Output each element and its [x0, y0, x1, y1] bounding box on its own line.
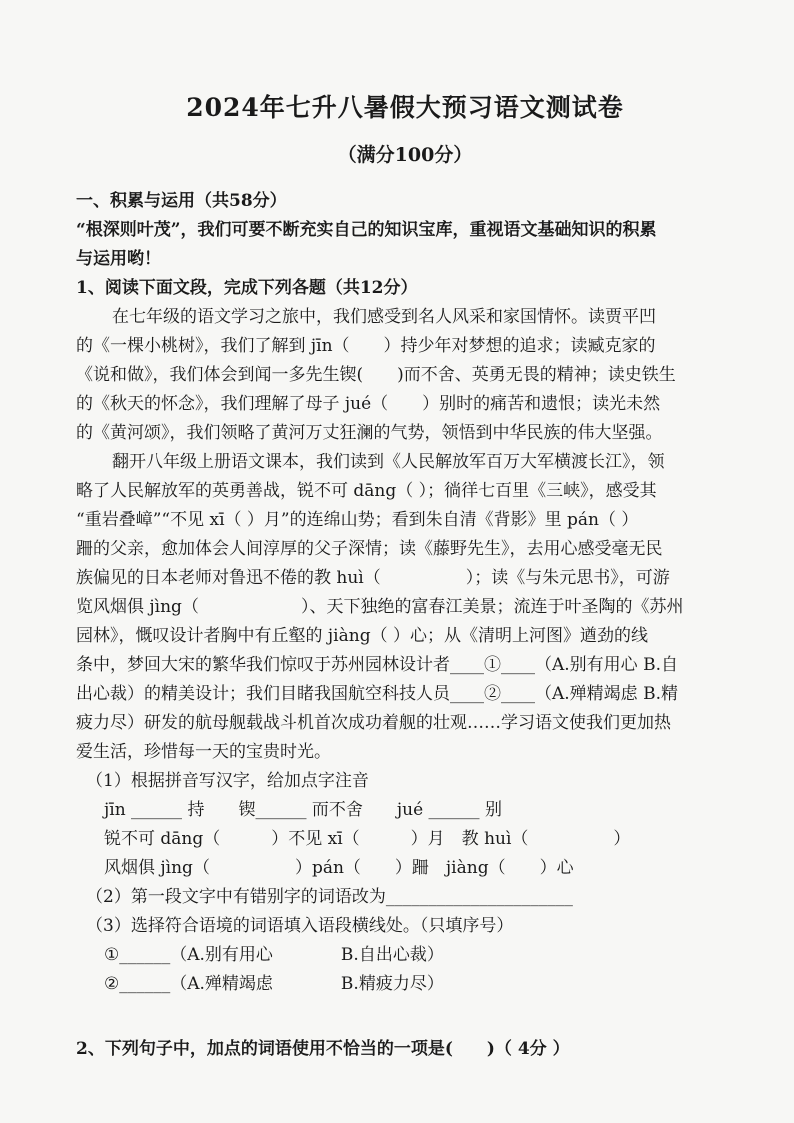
passage-line: 在七年级的语文学习之旅中，我们感受到名人风采和家国情怀。读贾平凹 — [112, 307, 656, 327]
passage-line: 略了人民解放军的英勇善战，锐不可 dāng（ ）；徜徉七百里《三峡》，感受其 — [76, 481, 657, 501]
section1-heading: 一、积累与运用（共58分） — [76, 191, 287, 211]
sub-question-prompt: （3）选择符合语境的词语填入语段横线处。（只填序号） — [86, 916, 514, 936]
pinyin-row: 风烟俱 jìng（ ）pán（ ）跚 jiàng（ ）心 — [104, 858, 574, 878]
q1-passage — [76, 303, 734, 767]
pinyin-row: 锐不可 dāng（ ）不见 xī（ ）月 教 huì（ ） — [104, 829, 631, 849]
passage-line: 的《一棵小桃树》，我们了解到 jīn（ ）持少年对梦想的追求；读臧克家的 — [76, 336, 656, 356]
passage-line: 翻开八年级上册语文课本，我们读到《人民解放军百万大军横渡长江》，领 — [112, 452, 665, 472]
exam-subtitle: （满分100分） — [337, 144, 473, 166]
passage-line: 出心裁）的精美设计；我们目睹我国航空科技人员____②____（A.殚精竭虑 B.精 — [76, 684, 678, 704]
passage-line: 跚的父亲，愈加体会人间淳厚的父子深情；读《藤野先生》，去用心感受毫无民 — [76, 539, 663, 559]
passage-line: 的《黄河颂》，我们领略了黄河万丈狂澜的气势，领悟到中华民族的伟大坚强。 — [76, 423, 663, 443]
section1-intro-line: “根深则叶茂”，我们可要不断充实自己的知识宝库，重视语文基础知识的积累 — [76, 220, 657, 240]
q1-heading: 1、阅读下面文段，完成下列各题（共12分） — [76, 278, 418, 298]
passage-line: 园林》，慨叹设计者胸中有丘壑的 jiàng（ ）心；从《清明上河图》遒劲的线 — [76, 626, 648, 646]
passage-line: “重岩叠嶂”“不见 xī（ ）月”的连绵山势；看到朱自清《背影》里 pán（ ） — [76, 510, 639, 530]
passage-line: 族偏见的日本老师对鲁迅不倦的教 huì（ ）；读《与朱元思书》，可游 — [76, 568, 670, 588]
spacer — [76, 999, 734, 1035]
q1-sub1 — [76, 767, 734, 883]
q1-sub3 — [76, 912, 734, 999]
choice-option: ①______（A.别有用心 B.自出心裁） — [104, 945, 444, 965]
passage-line: 的《秋天的怀念》，我们理解了母子 jué（ ）别时的痛苦和遗恨；读光未然 — [76, 394, 661, 414]
sub-question-prompt: （1）根据拼音写汉字，给加点字注音 — [86, 771, 369, 791]
passage-line: 《说和做》，我们体会到闻一多先生锲( )而不舍、英勇无畏的精神；读史铁生 — [76, 365, 676, 385]
exam-title: 2024年七升八暑假大预习语文测试卷 — [186, 93, 624, 122]
choice-option: ②______（A.殚精竭虑 B.精疲力尽） — [104, 974, 444, 994]
section1-intro-line: 与运用哟！ — [76, 249, 161, 269]
passage-line: 览风烟俱 jìng（ ）、天下独绝的富春江美景；流连于叶圣陶的《苏州 — [76, 597, 684, 617]
passage-line: 条中，梦回大宋的繁华我们惊叹于苏州园林设计者____①____（A.别有用心 B.自 — [76, 655, 678, 675]
passage-line: 爱生活，珍惜每一天的宝贵时光。 — [76, 742, 331, 762]
passage-line: 疲力尽）研发的航母舰载战斗机首次成功着舰的壮观……学习语文使我们更加热 — [76, 713, 671, 733]
pinyin-row: jīn ______ 持 锲______ 而不舍 jué ______ 别 — [104, 800, 502, 820]
q2-heading: 2、下列句子中，加点的词语使用不恰当的一项是( )（ 4分 ） — [76, 1039, 570, 1059]
q1-sub2: （2）第一段文字中有错别字的词语改为______________________ — [86, 887, 573, 907]
